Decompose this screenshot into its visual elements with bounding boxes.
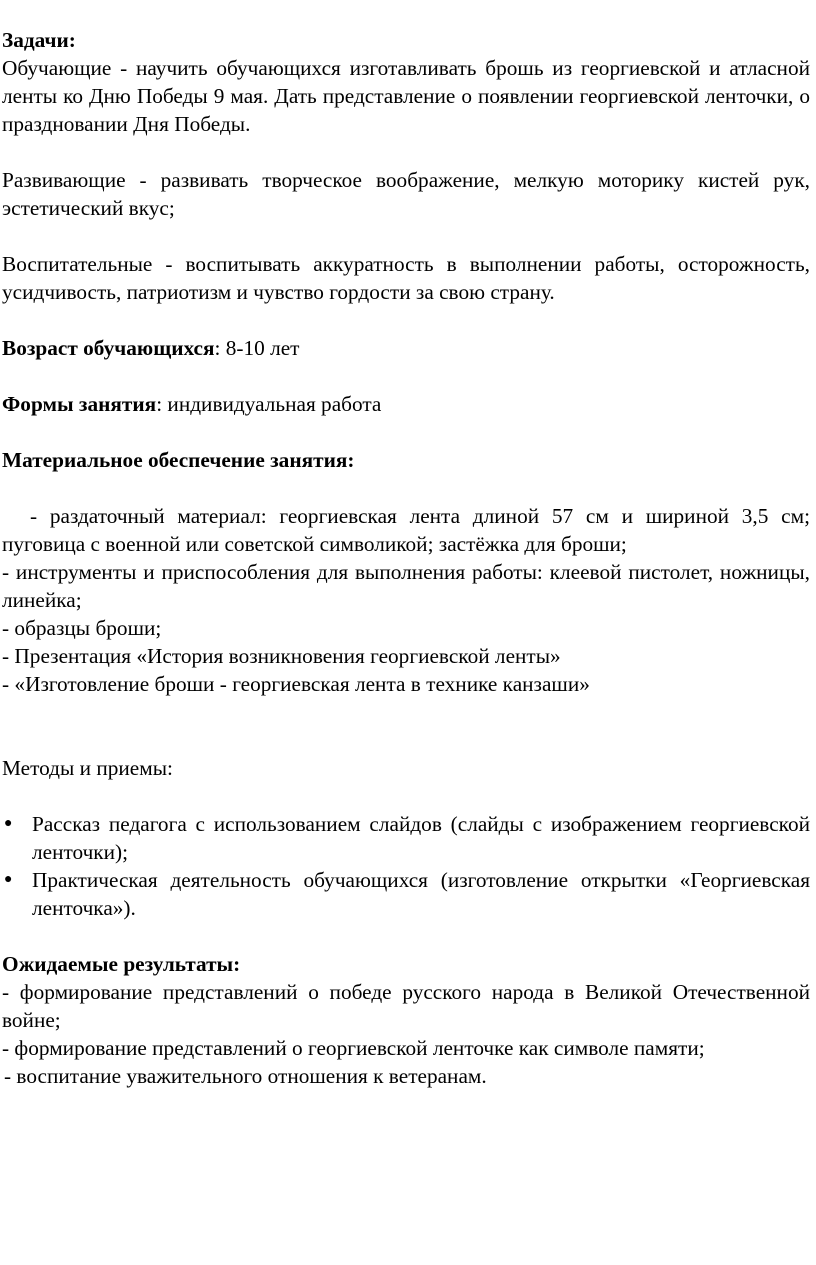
materials-item: - инструменты и приспособления для выполнения работы: клеевой пистолет, ножницы, линейка; [2,560,810,612]
materials-item: - образцы броши; [2,616,162,640]
materials-item: - Презентация «История возникновения георгиевской ленты» [2,644,561,668]
list-item: ● Рассказ педагога с использованием слайдов (слайды с изображением георгиевской ленточки); [4,812,810,864]
results-heading: Ожидаемые результаты: [2,952,241,976]
list-item: ● Практическая деятельность обучающихся (изготовление открытки «Георгиевская ленточка»). [4,868,810,920]
forms-line [2,390,810,418]
tasks-heading: Задачи: [2,28,76,52]
tasks-teaching: Обучающие - научить обучающихся изготавливать брошь из георгиевской и атласной ленты ко Дню Победы 9 мая. Дать представление о появлении георгиевской ленточки, о праздновании Дня Победы. [2,56,810,136]
tasks-upbringing: Воспитательные - воспитывать аккуратность в выполнении работы, осторожность, усидчивость, патриотизм и чувство гордости за свою страну. [2,252,810,304]
methods-heading: Методы и приемы: [2,756,173,780]
methods-list [2,810,810,922]
age-line [2,334,810,362]
materials-item: - «Изготовление броши - георгиевская лента в технике канзаши» [2,672,590,696]
results-item: - формирование представлений о георгиевской ленточке как символе памяти; [2,1036,705,1060]
bullet-icon: ● [4,872,13,887]
forms-value: : индивидуальная работа [156,392,382,416]
bullet-icon: ● [4,816,13,831]
materials-item: - раздаточный материал: георгиевская лента длиной 57 см и шириной 3,5 см; пуговица с военной или советской символикой; застёжка для броши; [2,504,810,556]
tasks-developing: Развивающие - развивать творческое воображение, мелкую моторику кистей рук, эстетический вкус; [2,168,810,220]
results-item: - воспитание уважительного отношения к ветеранам. [4,1064,487,1088]
age-label: Возраст обучающихся [2,336,215,360]
materials-heading: Материальное обеспечение занятия: [2,448,355,472]
age-value: : 8-10 лет [214,336,300,360]
results-item: - формирование представлений о победе русского народа в Великой Отечественной войне; [2,980,810,1032]
forms-label: Формы занятия [2,392,157,416]
